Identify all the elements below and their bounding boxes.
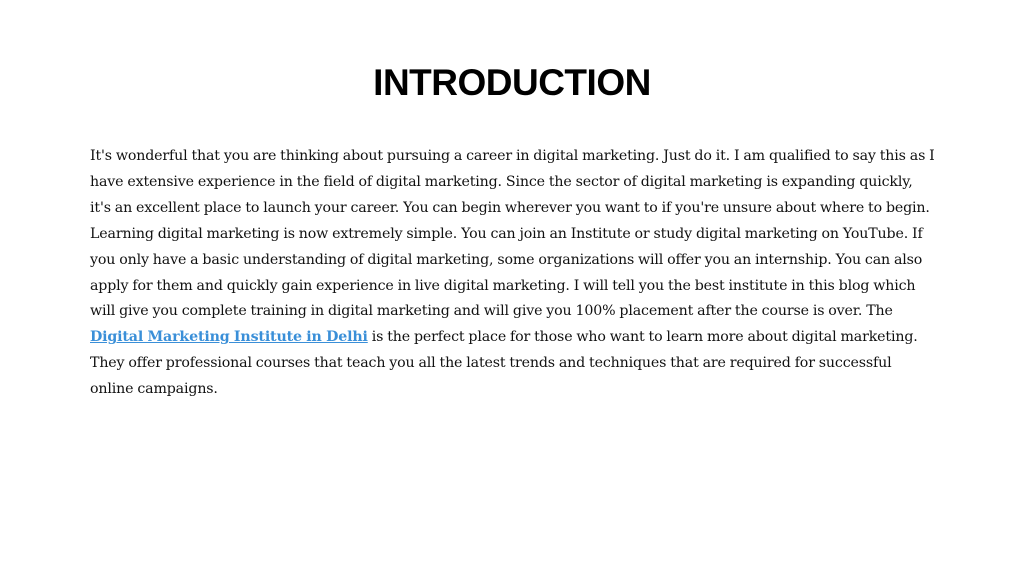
paragraph-text-after-link: is the perfect place for those who want to learn more about digital marketing. They offer professional courses that teach you all the latest trends and techniques that are required for successful online campaigns.	[90, 329, 918, 398]
institute-link[interactable]: Digital Marketing Institute in Delhi	[90, 329, 368, 346]
intro-paragraph	[90, 144, 936, 403]
paragraph-text-before-link: It's wonderful that you are thinking about pursuing a career in digital marketing. Just do it. I am qualified to say this as I have extensive experience in the field of digital marketing. Since the sector of digital marketing is expanding quickly, it's an excellent place to launch your career. You can begin wherever you want to if you're unsure about where to begin. Learning digital marketing is now extremely simple. You can join an Institute or study digital marketing on YouTube. If you only have a basic understanding of digital marketing, some organizations will offer you an internship. You can also apply for them and quickly gain experience in live digital marketing. I will tell you the best institute in this blog which will give you complete training in digital marketing and will give you 100% placement after the course is over. The	[90, 148, 935, 320]
slide-title: INTRODUCTION	[373, 62, 651, 103]
